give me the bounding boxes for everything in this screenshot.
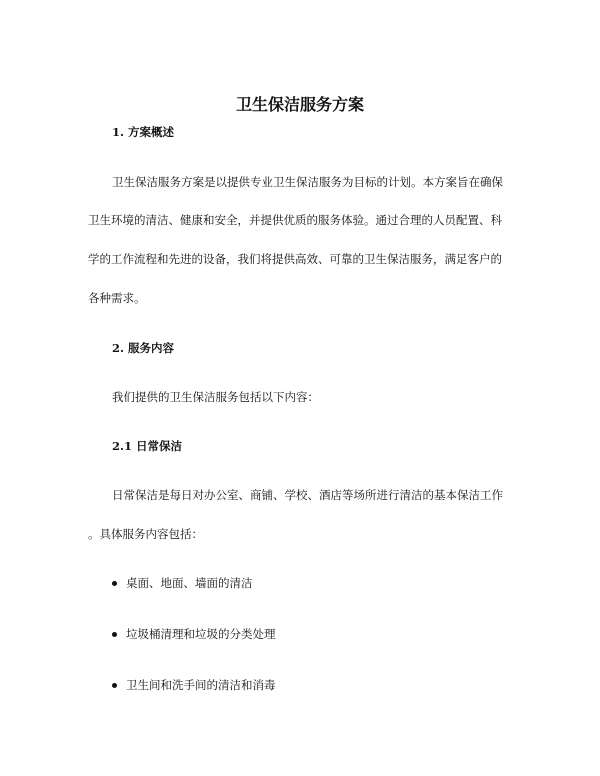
list-item: [112, 575, 253, 591]
bullet-icon: [112, 581, 117, 586]
paragraph-line: 。具体服务内容包括：: [88, 527, 203, 541]
paragraph-line: 卫生保洁服务方案是以提供专业卫生保洁服务为目标的计划。本方案旨在确保: [112, 175, 503, 189]
bullet-icon: [112, 632, 117, 637]
paragraph-line: 卫生环境的清洁、健康和安全，并提供优质的服务体验。通过合理的人员配置、科: [88, 213, 502, 227]
section-heading-overview: 1. 方案概述: [112, 125, 175, 139]
paragraph-line: 日常保洁是每日对办公室、商铺、学校、酒店等场所进行清洁的基本保洁工作: [112, 488, 503, 502]
bullet-icon: [112, 683, 117, 688]
list-item: [112, 677, 276, 693]
section-heading-services: 2. 服务内容: [112, 341, 175, 355]
paragraph-line: 我们提供的卫生保洁服务包括以下内容：: [112, 390, 319, 404]
section-heading-daily: 2.1 日常保洁: [112, 439, 183, 453]
paragraph-line: 学的工作流程和先进的设备，我们将提供高效、可靠的卫生保洁服务，满足客户的: [88, 252, 502, 266]
list-item-text: 桌面、地面、墙面的清洁: [126, 576, 253, 590]
list-item: [112, 626, 276, 642]
paragraph-line: 各种需求。: [88, 291, 146, 305]
list-item-text: 垃圾桶清理和垃圾的分类处理: [126, 627, 276, 641]
document-title: 卫生保洁服务方案: [235, 95, 364, 114]
list-item-text: 卫生间和洗手间的清洁和消毒: [126, 678, 276, 692]
